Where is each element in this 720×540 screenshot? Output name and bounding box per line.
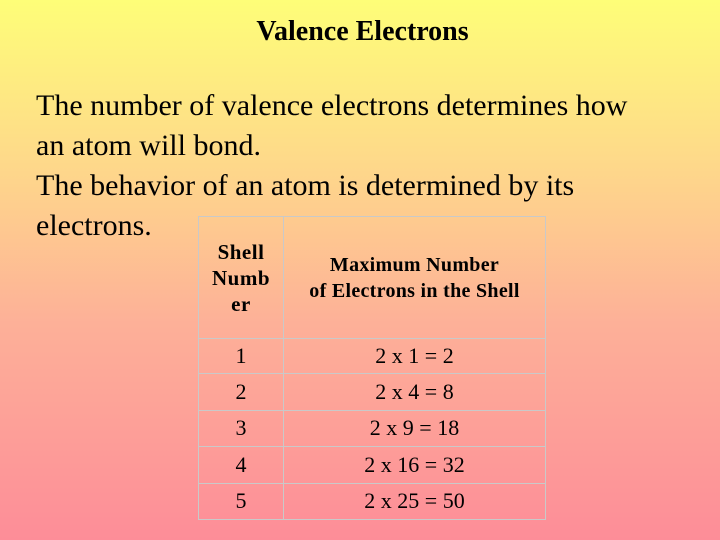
body-line: an atom will bond. <box>36 129 261 162</box>
shell-number-header <box>199 217 284 339</box>
shell-number-cell: 2 <box>199 374 284 410</box>
table-row <box>199 447 546 483</box>
max-electrons-header-line1: Maximum Number <box>329 253 500 276</box>
max-electrons-header <box>284 217 546 339</box>
shell-number-header-label: Shell Number <box>211 239 271 316</box>
table-row <box>199 339 546 374</box>
body-line: electrons. <box>36 209 152 242</box>
shell-number-cell: 4 <box>199 447 284 483</box>
max-electrons-cell: 2 x 9 = 18 <box>284 410 546 446</box>
body-line: The behavior of an atom is determined by its <box>36 169 575 202</box>
table-header-row <box>199 217 546 339</box>
max-electrons-header-line2: of Electrons in the Shell <box>309 279 520 302</box>
shell-number-cell: 5 <box>199 483 284 519</box>
max-electrons-cell: 2 x 1 = 2 <box>284 339 546 374</box>
electron-shell-table <box>198 216 546 520</box>
max-electrons-cell: 2 x 4 = 8 <box>284 374 546 410</box>
max-electrons-cell: 2 x 25 = 50 <box>284 483 546 519</box>
slide-title: Valence Electrons <box>256 16 469 47</box>
shell-number-cell: 3 <box>199 410 284 446</box>
body-line: The number of valence electrons determines how <box>36 89 628 122</box>
table-row <box>199 483 546 519</box>
shell-number-cell: 1 <box>199 339 284 374</box>
table-row <box>199 374 546 410</box>
table-row <box>199 410 546 446</box>
max-electrons-cell: 2 x 16 = 32 <box>284 447 546 483</box>
